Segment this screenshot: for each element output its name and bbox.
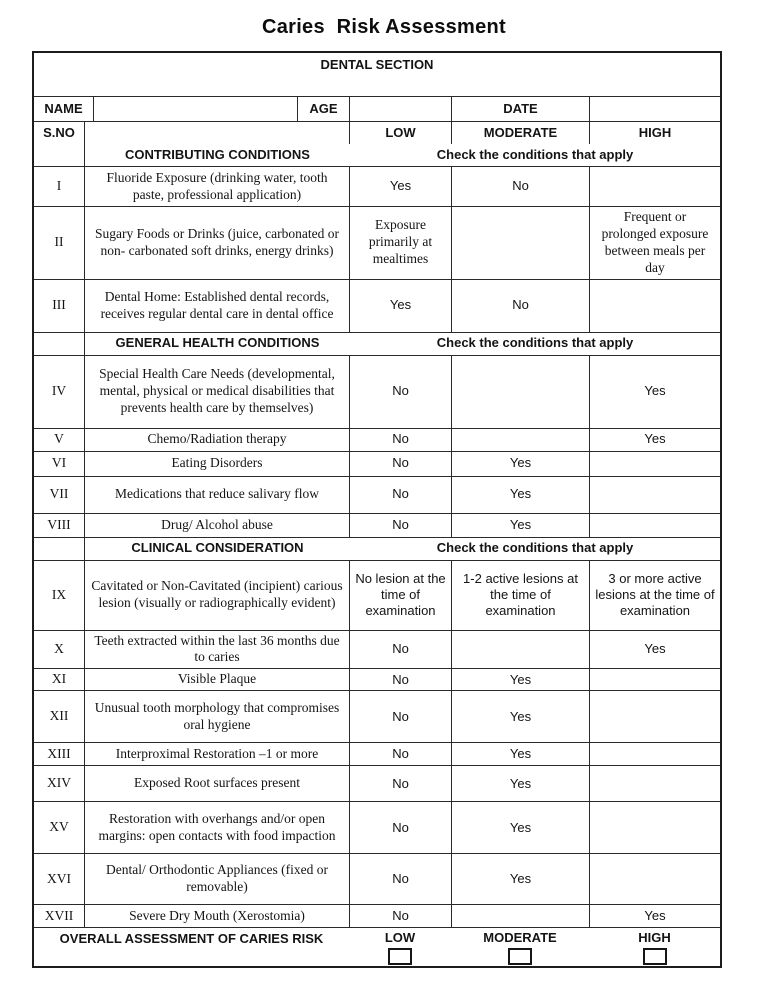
moderate-cell[interactable] [451,429,589,451]
condition-row [34,853,720,904]
high-cell[interactable] [589,452,720,476]
overall-assessment-label: OVERALL ASSESSMENT OF CARIES RISK [59,931,324,947]
section-merged-cell [84,144,720,166]
low-cell[interactable]: No [349,691,451,742]
high-cell[interactable] [589,280,720,332]
high-cell[interactable] [589,669,720,690]
row-number: XII [49,708,69,724]
condition-row [34,451,720,476]
low-cell[interactable]: No [349,743,451,765]
low-cell[interactable]: No [349,766,451,801]
condition-row [34,355,720,428]
low-cell[interactable]: No [349,429,451,451]
section-merged-cell [84,538,720,560]
low-header: LOW [349,122,451,144]
overall-option-high [589,928,720,966]
high-cell[interactable]: Frequent or prolonged exposure between meals per day [589,207,720,279]
low-cell[interactable]: No [349,802,451,853]
moderate-cell[interactable] [451,356,589,428]
overall-moderate-label: MODERATE [483,930,557,946]
low-cell[interactable]: Yes [349,167,451,206]
high-cell[interactable]: 3 or more active lesions at the time of examination [589,561,720,630]
date-input[interactable] [589,97,720,121]
condition-text: Cavitated or Non-Cavitated (incipient) carious lesion (visually or radiographically evident) [84,561,349,630]
low-cell[interactable]: No [349,477,451,513]
row-number: I [56,178,62,194]
date-label: DATE [451,97,589,121]
condition-row [34,904,720,927]
caries-risk-assessment-table [32,51,722,968]
condition-row [34,742,720,765]
dental-section-row [34,53,720,96]
row-number: IV [51,383,67,399]
column-header-row [34,121,720,144]
row-number: XV [49,819,69,835]
moderate-cell[interactable]: No [451,280,589,332]
row-number: XIV [47,775,71,791]
condition-row [34,279,720,332]
patient-info-row [34,96,720,121]
high-cell[interactable]: Yes [589,429,720,451]
age-label: AGE [297,97,349,121]
low-cell[interactable]: No [349,514,451,537]
condition-text: Medications that reduce salivary flow [84,477,349,513]
name-label: NAME [44,100,83,116]
low-cell[interactable]: No [349,669,451,690]
condition-row [34,476,720,513]
condition-header [84,122,349,144]
overall-option-moderate [451,928,589,966]
high-header: HIGH [589,122,720,144]
moderate-cell[interactable] [451,207,589,279]
moderate-cell[interactable]: Yes [451,452,589,476]
section-header-row [34,144,720,166]
moderate-cell[interactable]: No [451,167,589,206]
row-number: VI [51,455,67,471]
low-cell[interactable]: No [349,905,451,927]
section-merged-cell [84,333,720,355]
section-note: Check the conditions that apply [436,335,634,351]
moderate-cell[interactable] [451,631,589,669]
moderate-cell[interactable]: Yes [451,802,589,853]
condition-text: Sugary Foods or Drinks (juice, carbonated or non- carbonated soft drinks, energy drinks) [84,207,349,279]
condition-row [34,630,720,669]
moderate-cell[interactable]: Yes [451,743,589,765]
section-note: Check the conditions that apply [436,540,634,556]
section-sno-cell [34,333,84,355]
dental-section-title: DENTAL SECTION [320,57,434,72]
section-note: Check the conditions that apply [436,146,634,162]
condition-row [34,428,720,451]
condition-text: Chemo/Radiation therapy [84,429,349,451]
moderate-cell[interactable]: Yes [451,669,589,690]
condition-text: Visible Plaque [84,669,349,690]
table-body [34,144,720,927]
moderate-cell[interactable]: Yes [451,691,589,742]
condition-text: Drug/ Alcohol abuse [84,514,349,537]
low-cell[interactable]: No lesion at the time of examination [349,561,451,630]
row-number: XVII [44,907,74,923]
page-title: Caries Risk Assessment [261,16,507,38]
low-cell[interactable]: Yes [349,280,451,332]
high-cell[interactable] [589,743,720,765]
row-number: XVI [47,870,71,886]
low-cell[interactable]: No [349,631,451,669]
condition-row [34,513,720,537]
high-cell[interactable] [589,477,720,513]
row-number: VII [49,486,69,502]
row-number: II [54,234,64,250]
low-cell[interactable]: No [349,356,451,428]
condition-row [34,560,720,630]
section-header-row [34,537,720,560]
age-input[interactable] [349,97,451,121]
section-sno-cell [34,538,84,560]
condition-text: Dental/ Orthodontic Appliances (fixed or removable) [84,854,349,904]
moderate-cell[interactable]: 1-2 active lesions at the time of examination [451,561,589,630]
section-title: CONTRIBUTING CONDITIONS [125,146,310,162]
high-cell[interactable] [589,766,720,801]
sno-header: S.NO [43,124,75,140]
condition-text: Unusual tooth morphology that compromises oral hygiene [84,691,349,742]
condition-text: Eating Disorders [84,452,349,476]
moderate-cell[interactable] [451,905,589,927]
condition-text: Dental Home: Established dental records, receives regular dental care in dental office [84,280,349,332]
row-number: XIII [47,745,71,761]
row-number: V [54,431,64,447]
low-cell[interactable]: No [349,854,451,904]
condition-row [34,206,720,279]
section-sno-cell [34,144,84,166]
condition-row [34,166,720,206]
row-number: III [52,297,66,313]
low-cell[interactable]: Exposure primarily at mealtimes [349,207,451,279]
condition-row [34,765,720,801]
condition-text: Special Health Care Needs (developmental, mental, physical or medical disabilities that prevents health care by themselves) [84,356,349,428]
condition-row [34,690,720,742]
section-title: CLINICAL CONSIDERATION [131,540,304,556]
high-cell[interactable]: Yes [589,631,720,669]
condition-text: Exposed Root surfaces present [84,766,349,801]
overall-option-low [349,928,451,966]
overall-low-checkbox[interactable] [388,948,412,965]
condition-text: Teeth extracted within the last 36 months due to caries [84,631,349,669]
condition-text: Restoration with overhangs and/or open margins: open contacts with food impaction [84,802,349,853]
moderate-header: MODERATE [451,122,589,144]
high-cell[interactable] [589,691,720,742]
high-cell[interactable]: Yes [589,356,720,428]
overall-moderate-checkbox[interactable] [508,948,532,965]
condition-text: Interproximal Restoration –1 or more [84,743,349,765]
moderate-cell[interactable]: Yes [451,514,589,537]
overall-high-label: HIGH [638,930,671,946]
condition-text: Fluoride Exposure (drinking water, tooth paste, professional application) [84,167,349,206]
condition-text: Severe Dry Mouth (Xerostomia) [84,905,349,927]
condition-row [34,801,720,853]
high-cell[interactable] [589,854,720,904]
high-cell[interactable] [589,514,720,537]
low-cell[interactable]: No [349,452,451,476]
section-header-row [34,332,720,355]
section-title: GENERAL HEALTH CONDITIONS [115,335,320,351]
high-cell[interactable] [589,802,720,853]
moderate-cell[interactable]: Yes [451,477,589,513]
row-number: IX [51,586,67,602]
moderate-cell[interactable]: Yes [451,766,589,801]
condition-row [34,668,720,690]
overall-low-label: LOW [384,930,416,946]
row-number: X [54,640,64,656]
name-input[interactable] [93,97,297,121]
high-cell[interactable]: Yes [589,905,720,927]
overall-assessment-row [34,927,720,966]
row-number: VIII [47,516,71,532]
moderate-cell[interactable]: Yes [451,854,589,904]
high-cell[interactable] [589,167,720,206]
overall-high-checkbox[interactable] [643,948,667,965]
row-number: XI [51,671,67,687]
